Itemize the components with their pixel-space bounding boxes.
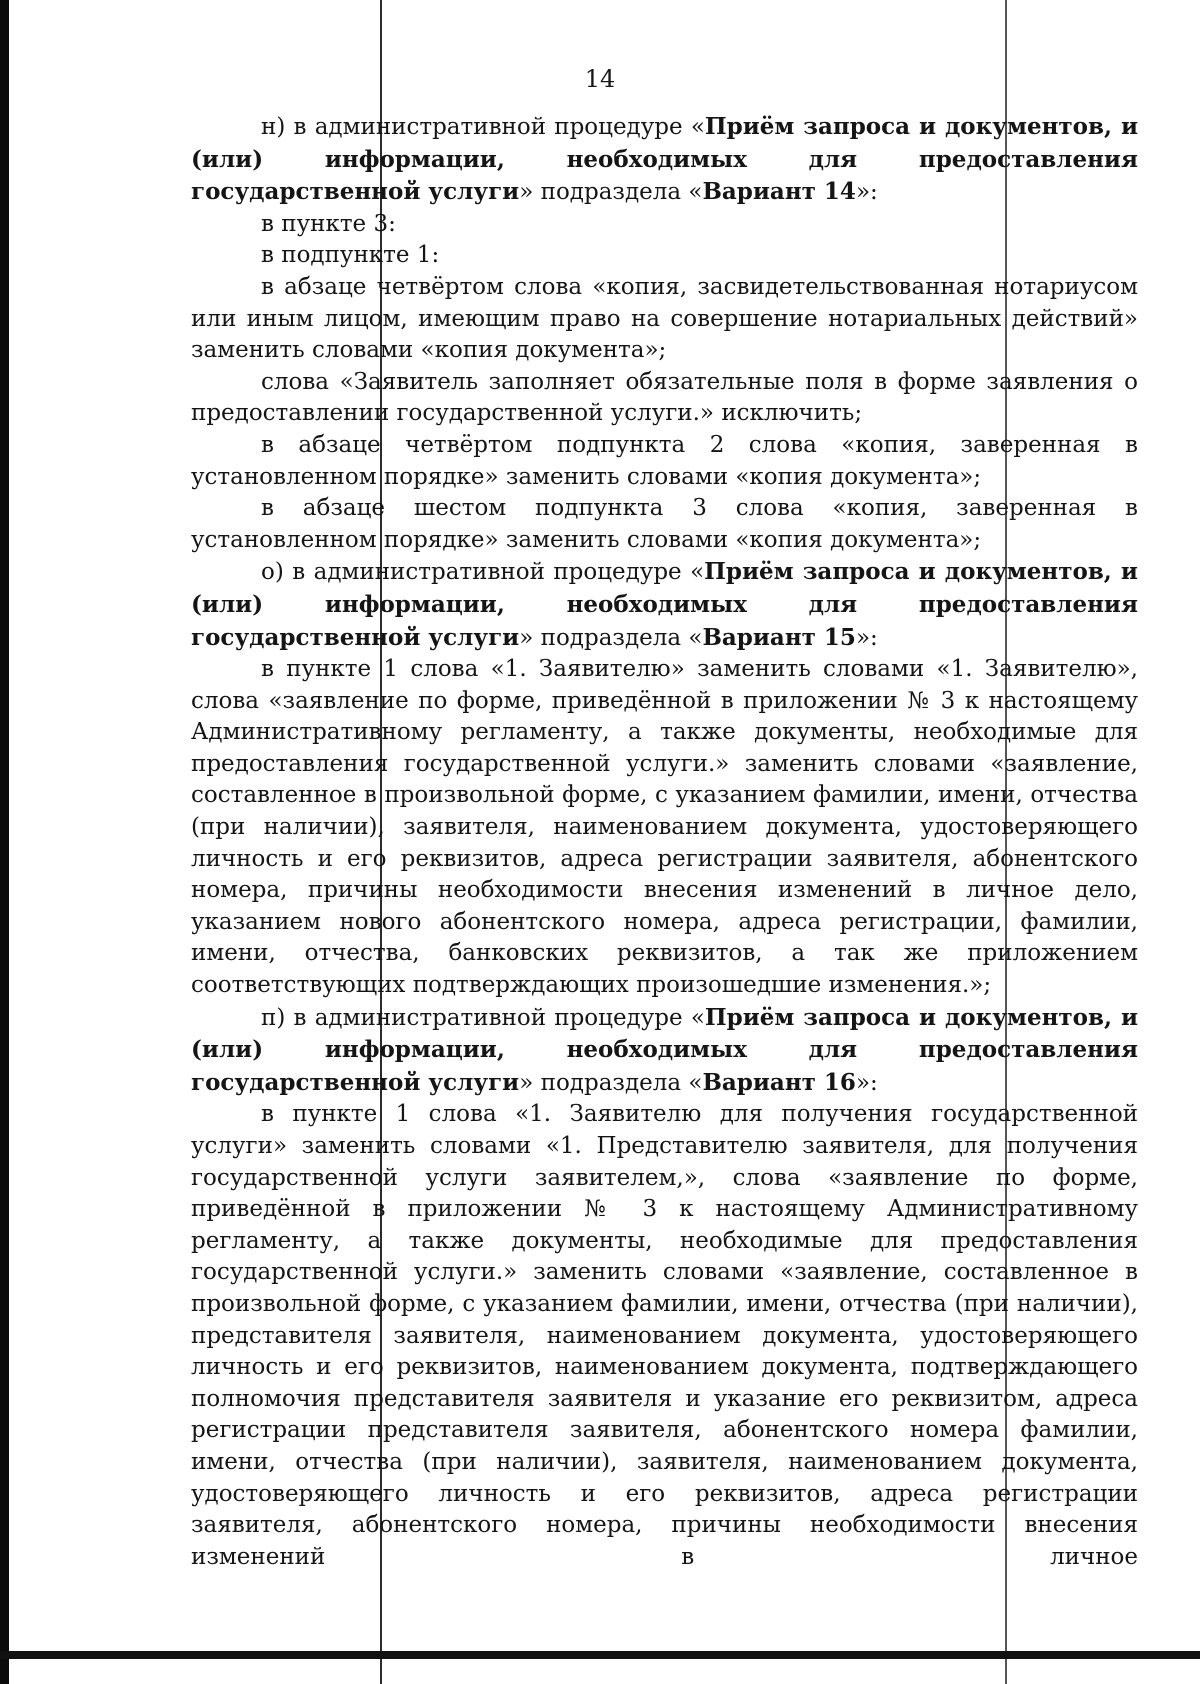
paragraph xyxy=(191,367,1138,430)
text-run: в абзаце шестом подпункта 3 слова «копия, заверенная в установленном порядке» заменить словами «копия документа»; xyxy=(191,495,1138,553)
text-run: »: xyxy=(855,624,878,651)
bold-text-run: Вариант 16 xyxy=(702,1068,856,1096)
text-run: в абзаце четвёртом подпункта 2 слова «копия, заверенная в установленном порядке» заменить словами «копия документа»; xyxy=(191,431,1138,490)
text-run: п) в административной процедуре « xyxy=(261,1004,705,1031)
paragraph xyxy=(191,430,1138,493)
text-run: о) в административной процедуре « xyxy=(261,559,705,586)
text-run: в абзаце четвёртом слова «копия, засвидетельствованная нотариусом или иным лицом, имеющим право на совершение нотариальных действий» заменить словами «копия документа»; xyxy=(191,273,1138,364)
paragraph xyxy=(191,493,1138,556)
text-run: в подпункте 1: xyxy=(261,242,440,269)
text-run: » подраздела « xyxy=(519,1069,703,1096)
text-run: »: xyxy=(855,179,878,206)
paragraph xyxy=(191,654,1138,1002)
scan-left-edge xyxy=(0,0,9,1684)
paragraph xyxy=(191,272,1138,367)
scan-bottom-bar xyxy=(0,1651,1200,1659)
text-run: н) в административной процедуре « xyxy=(261,114,705,140)
bold-text-run: Вариант 15 xyxy=(702,623,856,651)
text-run: » подраздела « xyxy=(519,624,703,651)
text-run: » подраздела « xyxy=(519,179,703,206)
text-run: в пункте 3: xyxy=(261,210,396,237)
document-body xyxy=(191,111,1138,1573)
text-run: »: xyxy=(855,1069,878,1096)
bold-text-run: Приём запроса и документов, и (или) информации, необходимых для предоставления государственной услуги xyxy=(191,113,1138,206)
text-run: в пункте 1 слова «1. Заявителю» заменить словами «1. Заявителю», слова «заявление по форме, приведённой в приложении № 3 к настоящему Административному регламенту, а также документы, необходимые для предоставления государственной услуги.» заменить словами «заявление, составленное в произвольной форме, с указанием фамилии, имени, отчества (при наличии), заявителя, наименованием документа, удостоверяющего личность и его реквизитов, адреса регистрации заявителя, абонентского номера, причины необходимости внесения изменений в личное дело, указанием нового абонентского номера, адреса регистрации, фамилии, имени, отчества, банковских реквизитов, а так же приложением соответствующих подтверждающих произошедшие изменения.»; xyxy=(191,656,1138,999)
paragraph xyxy=(191,209,1138,241)
page-number: 14 xyxy=(584,65,616,93)
paragraph xyxy=(191,111,1138,209)
paragraph xyxy=(191,1002,1138,1100)
paragraph xyxy=(191,556,1138,654)
bold-text-run: Приём запроса и документов, и (или) информации, необходимых для предоставления государственной услуги xyxy=(191,1003,1138,1096)
text-run: слова «Заявитель заполняет обязательные поля в форме заявления о предоставлении государственной услуги.» исключить; xyxy=(191,368,1138,427)
paragraph xyxy=(191,1099,1138,1573)
text-run: в пункте 1 слова «1. Заявителю для получения государственной услуги» заменить словами «1. Представителю заявителя, для получения государственной услуги заявителем,», слова «заявление по форме, приведённой в приложении № 3 к настоящему Административному регламенту, а также документы, необходимые для предоставления государственной услуги.» заменить словами «заявление, составленное в произвольной форме, с указанием фамилии, имени, отчества (при наличии), представителя заявителя, наименованием документа, удостоверяющего личность и его реквизитов, наименованием документа, подтверждающего полномочия представителя заявителя и указание его реквизитом, адреса регистрации представителя заявителя, абонентского номера фамилии, имени, отчества (при наличии), заявителя, наименованием документа, удостоверяющего личность и его реквизитов, адреса регистрации заявителя, абонентского номера, причины необходимости внесения изменений в личное xyxy=(191,1101,1138,1570)
paragraph xyxy=(191,240,1138,272)
bold-text-run: Приём запроса и документов, и (или) информации, необходимых для предоставления государственной услуги xyxy=(191,558,1138,651)
bold-text-run: Вариант 14 xyxy=(702,178,856,206)
